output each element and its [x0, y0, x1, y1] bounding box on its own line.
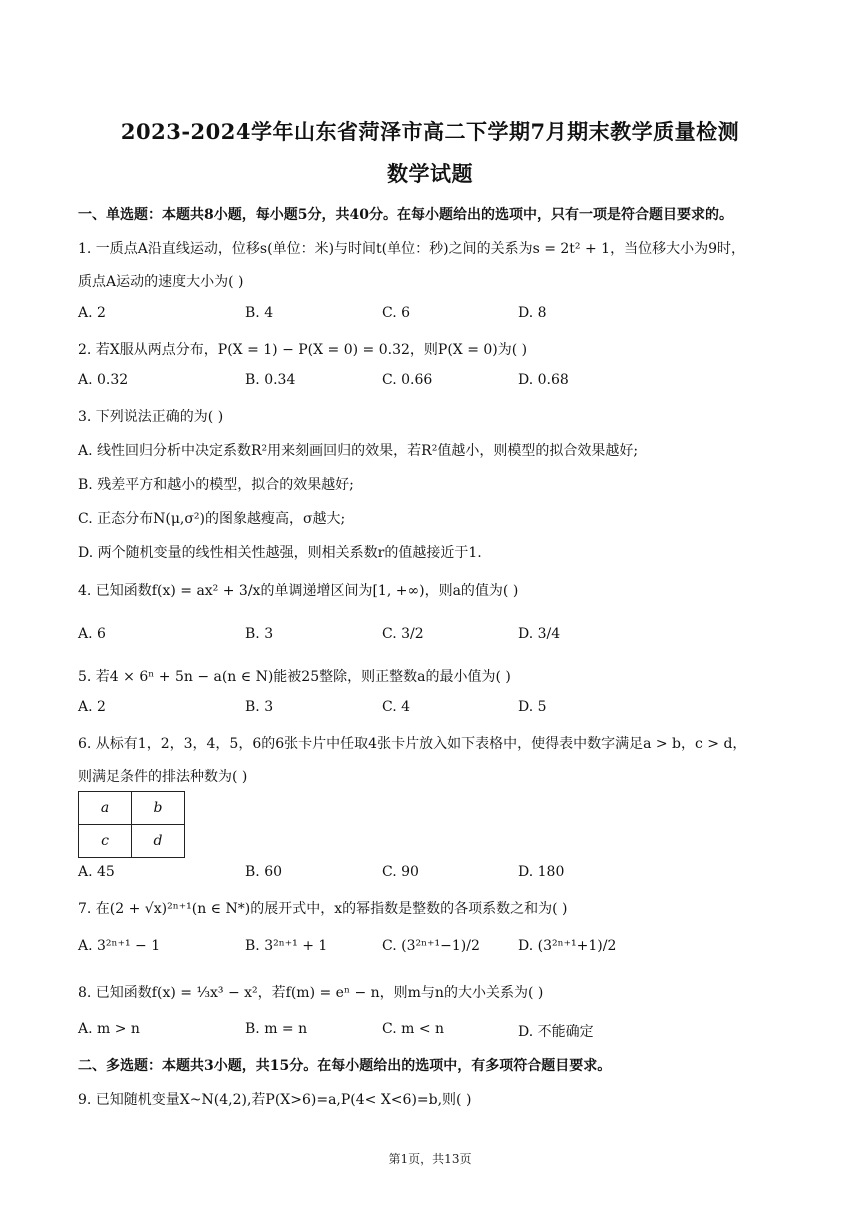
- table-row: [79, 825, 185, 858]
- q8-stem: 8. 已知函数f(x) = ⅓x³ − x²，若f(m) = eⁿ − n，则m与n的大小关系为( ): [78, 985, 544, 1001]
- q3-option-d: D. 两个随机变量的线性相关性越强，则相关系数r的值越接近于1.: [78, 545, 482, 561]
- page-title: 2023-2024学年山东省菏泽市高二下学期7月期末教学质量检测: [120, 119, 740, 144]
- q1-option-b: B. 4: [245, 305, 274, 321]
- q5-option-b: B. 3: [245, 699, 274, 715]
- table-cell: d: [132, 825, 185, 858]
- q4-option-b: B. 3: [245, 626, 274, 642]
- q8-option-d: D. 不能确定: [518, 1024, 594, 1040]
- q6-option-b: B. 60: [245, 864, 283, 880]
- q6-stem-line1: 6. 从标有1，2，3，4，5，6的6张卡片中任取4张卡片放入如下表格中，使得表中数字满足a > b，c > d，: [78, 736, 747, 752]
- q1-option-d: D. 8: [518, 305, 547, 321]
- q8-option-a: A. m > n: [78, 1021, 140, 1037]
- q6-stem-line2: 则满足条件的排法种数为( ): [78, 769, 248, 785]
- q9-stem: 9. 已知随机变量X~N(4,2),若P(X>6)=a,P(4< X<6)=b,则( ): [78, 1092, 472, 1108]
- table-row: [79, 792, 185, 825]
- q3-option-a: A. 线性回归分析中决定系数R²用来刻画回归的效果，若R²值越小，则模型的拟合效果越好;: [78, 443, 639, 459]
- q5-option-c: C. 4: [382, 699, 411, 715]
- q4-option-d: D. 3/4: [518, 626, 561, 642]
- q7-option-d: D. (3²ⁿ⁺¹+1)/2: [518, 938, 617, 954]
- page-subtitle: 数学试题: [387, 161, 473, 186]
- q7-stem: 7. 在(2 + √x)²ⁿ⁺¹(n ∈ N*)的展开式中，x的幂指数是整数的各项系数之和为( ): [78, 901, 568, 917]
- card-placement-table: [78, 791, 185, 858]
- section-multi-choice-heading: 二、多选题：本题共3小题，共15分。在每小题给出的选项中，有多项符合题目要求。: [78, 1058, 612, 1074]
- q3-option-b: B. 残差平方和越小的模型，拟合的效果越好;: [78, 477, 354, 493]
- q2-option-d: D. 0.68: [518, 372, 569, 388]
- q1-stem-line2: 质点A运动的速度大小为( ): [78, 274, 244, 290]
- section-single-choice-heading: 一、单选题：本题共8小题，每小题5分，共40分。在每小题给出的选项中，只有一项是符合题目要求的。: [78, 207, 733, 223]
- q1-option-a: A. 2: [78, 305, 106, 321]
- q5-option-d: D. 5: [518, 699, 547, 715]
- q5-option-a: A. 2: [78, 699, 106, 715]
- q7-option-b: B. 3²ⁿ⁺¹ + 1: [245, 938, 328, 954]
- q1-stem-line1: 1. 一质点A沿直线运动，位移s(单位：米)与时间t(单位：秒)之间的关系为s = 2t² + 1，当位移大小为9时，: [78, 241, 745, 257]
- q7-option-c: C. (3²ⁿ⁺¹−1)/2: [382, 938, 480, 954]
- q2-option-c: C. 0.66: [382, 372, 433, 388]
- q6-option-c: C. 90: [382, 864, 419, 880]
- q2-option-a: A. 0.32: [78, 372, 129, 388]
- q3-option-c: C. 正态分布N(μ,σ²)的图象越瘦高，σ越大;: [78, 511, 346, 527]
- page-footer: 第1页，共13页: [388, 1152, 472, 1166]
- q4-option-c: C. 3/2: [382, 626, 424, 642]
- q1-option-c: C. 6: [382, 305, 411, 321]
- q4-stem: 4. 已知函数f(x) = ax² + 3/x的单调递增区间为[1, +∞)，则a的值为( ): [78, 583, 519, 599]
- q2-option-b: B. 0.34: [245, 372, 296, 388]
- q2-stem: 2. 若X服从两点分布，P(X = 1) − P(X = 0) = 0.32，则P(X = 0)为( ): [78, 342, 528, 358]
- q8-option-c: C. m < n: [382, 1021, 445, 1037]
- q6-option-d: D. 180: [518, 864, 565, 880]
- q5-stem: 5. 若4 × 6ⁿ + 5n − a(n ∈ N)能被25整除，则正整数a的最小值为( ): [78, 669, 511, 685]
- q6-option-a: A. 45: [78, 864, 115, 880]
- table-cell: c: [79, 825, 132, 858]
- q8-option-b: B. m = n: [245, 1021, 308, 1037]
- q3-stem: 3. 下列说法正确的为( ): [78, 409, 224, 425]
- q4-option-a: A. 6: [78, 626, 106, 642]
- table-cell: b: [132, 792, 185, 825]
- q7-option-a: A. 3²ⁿ⁺¹ − 1: [78, 938, 161, 954]
- table-cell: a: [79, 792, 132, 825]
